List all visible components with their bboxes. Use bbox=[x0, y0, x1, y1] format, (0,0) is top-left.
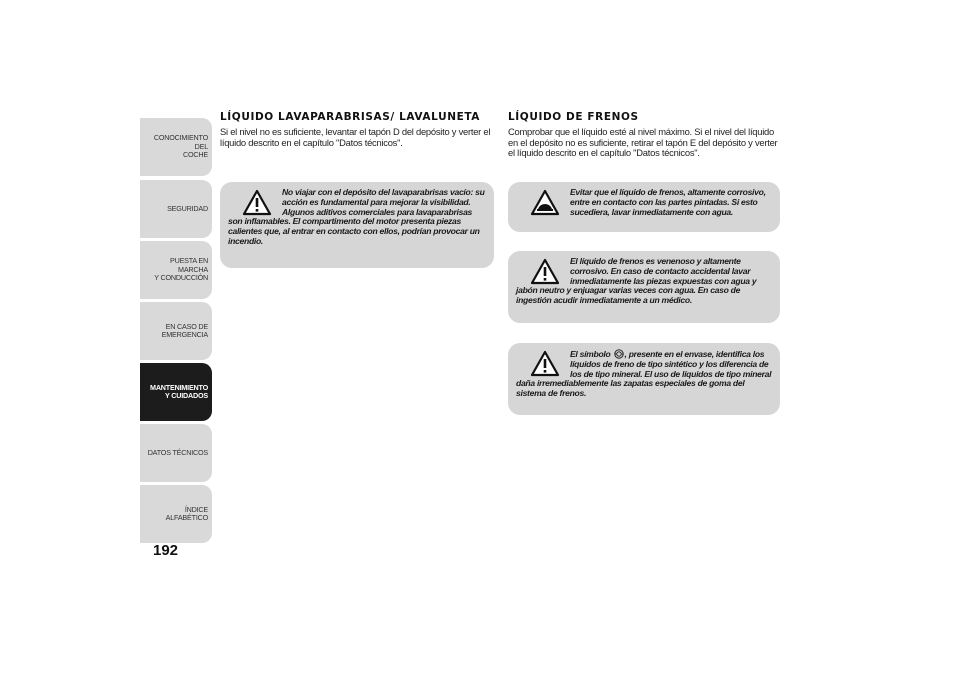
column-brake-fluid bbox=[508, 112, 780, 159]
warning-text-washer: No viajar con el depósito del lavaparabrisas vacío: su acción es fundamental para mejorar la visibilidad. Algunos aditivos comerciales para lavaparabrisas son inflamables. El compartimento del motor presenta piezas calientes que, al entrar en contacto con ellos, podrían provocar un incendio. bbox=[228, 187, 485, 246]
section-heading-brake-fluid: LÍQUIDO DE FRENOS bbox=[508, 111, 639, 123]
tab-datos-tecnicos[interactable]: DATOS TÉCNICOS bbox=[140, 424, 212, 482]
warning-triangle-icon bbox=[238, 188, 276, 216]
column-washer-fluid bbox=[220, 112, 494, 148]
tab-puesta-en-marcha[interactable]: PUESTA EN MARCHA Y CONDUCCIÓN bbox=[140, 241, 212, 299]
warning-triangle-icon bbox=[526, 257, 564, 285]
section-heading-washer-fluid: LÍQUIDO LAVAPARABRISAS/ LAVALUNETA bbox=[220, 111, 481, 123]
warning-triangle-icon bbox=[526, 349, 564, 377]
note-box-paint bbox=[508, 182, 780, 232]
warning-box-symbol bbox=[508, 343, 780, 415]
tab-indice-alfabetico[interactable]: ÍNDICE ALFABÉTICO bbox=[140, 485, 212, 543]
warning-box-poison bbox=[508, 251, 780, 323]
warning-box-washer bbox=[220, 182, 494, 268]
tab-en-caso-de-emergencia[interactable]: EN CASO DE EMERGENCIA bbox=[140, 302, 212, 360]
note-text-paint: Evitar que el líquido de frenos, altamente corrosivo, entre en contacto con las partes pintadas. Si esto sucediera, lavar inmediatamente con agua. bbox=[570, 187, 766, 217]
section-body-washer-fluid: Si el nivel no es suficiente, levantar el tapón D del depósito y verter el líquido descrito en el capítulo "Datos técnicos". bbox=[220, 126, 491, 148]
paint-damage-icon bbox=[526, 188, 564, 216]
symbol-text-before: El símbolo bbox=[570, 349, 611, 359]
warning-text-poison: El líquido de frenos es venenoso y altamente corrosivo. En caso de contacto accidental lavar inmediatamente las piezas expuestas con agua y jabón neutro y enjuagar varias veces con agua. En caso de ingestión acudir inmediatamente a un médico. bbox=[516, 256, 757, 306]
tab-mantenimiento-y-cuidados[interactable]: MANTENIMIENTO Y CUIDADOS bbox=[140, 363, 212, 421]
symbol-text-after: , presente en el envase, identifica los líquidos de freno de tipo sintético y los diferencia de los de tipo mineral. El uso de líquidos de tipo mineral daña irremediablemente las zapatas especiales de goma del sistema de frenos. bbox=[516, 349, 772, 399]
synthetic-brake-fluid-symbol-icon bbox=[614, 349, 624, 359]
section-body-brake-fluid: Comprobar que el líquido esté al nivel máximo. Si el nivel del líquido en el depósito no es suficiente, retirar el tapón E del depósito y verter el líquido descrito en el capítulo "Datos técnicos". bbox=[508, 126, 778, 159]
tab-seguridad[interactable]: SEGURIDAD bbox=[140, 180, 212, 238]
page-number: 192 bbox=[153, 542, 179, 559]
tab-conocimiento-del-coche[interactable]: CONOCIMIENTO DEL COCHE bbox=[140, 118, 212, 176]
